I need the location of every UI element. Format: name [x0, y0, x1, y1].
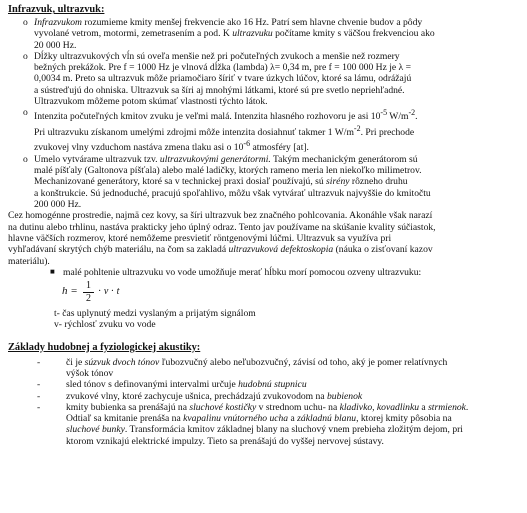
text-line: výšok tónov — [66, 367, 114, 379]
formula-denominator: 2 — [86, 293, 91, 305]
text-line: na dutinu alebo trhlinu, nastáva prakticky jeho úplný odraz. Tento jav používame na skúšanie kvality súčiastok, — [8, 221, 436, 233]
formula-rest: · v · t — [98, 286, 120, 298]
term-defektoskopia: ultrazvuková defektoskopia — [228, 244, 334, 256]
text-line: Odtiaľ sa kmitanie prenáša na kvapalinu vnútorného ucha a základnú blanu, ktorej kmity pôsobia na — [66, 413, 452, 425]
bullet-marker: o — [23, 107, 28, 119]
text-line: hlavne väčších rozmerov, ktoré nemôžeme presvietiť röntgenovými lúčmi. Ultrazvuk sa využíva pri — [8, 232, 392, 244]
depth-formula — [62, 280, 521, 307]
text-line: sluchové bunky. Transformácia kmitov základnej blany na sluchový vnem prebieha zložitým dejom, pri — [66, 424, 463, 436]
section-title-akustika: Základy hudobnej a fyziologickej akustiky: — [8, 341, 201, 353]
text-line: zvukové vlny, ktoré zachycuje ušnica, prechádzajú zvukovodom na bubienok — [66, 390, 363, 402]
dash-marker: - — [37, 356, 41, 368]
text-line: sled tónov s definovanými intervalmi určuje hudobnú stupnicu — [66, 379, 307, 391]
dash-item-kosticky — [8, 402, 521, 447]
bullet-marker: o — [23, 50, 28, 62]
text-line: malé pohltenie ultrazvuku vo vode umožňuje merať hĺbku morí pomocou ozveny ultrazvuku: — [63, 266, 422, 278]
dash-item-stupnica — [8, 379, 521, 390]
text-line: a konštrukcie. Sú jednoduché, pracujú spoľahlivo, môžu však vytvárať ultrazvuk najvyššie do kmitočtu — [34, 187, 431, 199]
text-line: materiálu). — [8, 255, 50, 267]
dash-item-suzvuk — [8, 357, 521, 380]
text-line: Ultrazvukom môžeme potom skúmať vlastnosti týchto látok. — [34, 96, 268, 108]
bullet-marker: o — [23, 17, 28, 28]
bullet-marker: o — [23, 153, 28, 165]
dash-marker: - — [37, 379, 41, 391]
section-title-infrazvuk: Infrazvuk, ultrazvuk: — [8, 4, 105, 15]
text-line: Infrazvukom rozumieme kmity menšej frekvencie ako 16 Hz. Patrí sem hlavne chvenie budov a pôdy — [34, 17, 423, 28]
text-line: 200 000 Hz. — [34, 199, 82, 211]
text-line: Intenzita počuteľných kmitov zvuku je veľmi malá. Intenzita hlasného rozhovoru je asi $10^{-5}$ $W/m^{-2}$. — [34, 108, 418, 123]
formula-lhs: h — [62, 285, 68, 298]
term-suzvuk: súzvuk dvoch tónov — [84, 356, 160, 368]
text-line: vyhľadávaní skrytých chýb materiálu, na čom sa zakladá ultrazvuková defektoskopia (náuka o zisťovaní kazov — [8, 244, 433, 256]
dash-marker: - — [37, 401, 41, 413]
bullet-intenzita — [8, 107, 521, 153]
term-generatory: ultrazvukovými generátormi. — [159, 153, 271, 165]
text-line: ktorom vznikajú elektrické impulzy. Tieto sa prenášajú do vyššej nervovej sústavy. — [66, 435, 384, 447]
square-bullet-item — [8, 267, 521, 278]
document-page — [8, 4, 521, 447]
text-line: 20 000 Hz. — [34, 39, 77, 51]
text-line: zvukovej vlny vzduchom nastáva zmena tlaku asi o $10^{-6}$ atmosféry [at]. — [34, 139, 309, 154]
bullet-infrazvuk — [8, 17, 521, 51]
term-ultrazvuk: ultrazvuku — [232, 28, 273, 40]
text-line: Umelo vytvárame ultrazvuk tzv. ultrazvukovými generátormi. Takým mechanickým generátorom sú — [34, 153, 418, 165]
text-line: malé píšťaly (Galtonova píšťala) alebo malé ladičky, ktorých rameno meria len niekoľko milimetrov. — [34, 165, 422, 177]
term-sireny: sirény — [326, 176, 350, 188]
text-line: Cez homogénne prostredie, najmä cez kovy, sa šíri ultrazvuk bez značného pohlcovania. Akonáhle však narazí — [8, 210, 433, 222]
text-line: vyvolané vetrom, motormi, zemetrasením a pod. K ultrazvuku počítame kmity s väčšou frekvenciou ako — [34, 28, 435, 40]
dash-item-bubienok — [8, 391, 521, 402]
dash-marker: - — [37, 390, 41, 402]
text-line: bežných prekážok. Pre f = 1000 Hz je vlnová dĺžka (lambda) λ= 0,34 m, pre f = 100 000 Hz je λ = — [34, 62, 412, 74]
formula-numerator: 1 — [86, 280, 91, 292]
formula-definitions — [8, 308, 521, 331]
definition-v: v- rýchlosť zvuku vo vode — [54, 319, 156, 331]
definition-t: t- čas uplynutý medzi vyslaným a prijatým signálom — [54, 308, 256, 320]
paragraph-defektoskopia — [8, 210, 521, 266]
bullet-vlnove-dlzky — [8, 51, 521, 107]
text-line: 0,0034 m. Preto sa ultrazvuk môže priamočiaro šíriť v tvare úzkych lúčov, ktoré sa lámu, odrážajú — [34, 73, 412, 85]
formula-equals: = — [71, 285, 78, 298]
text-line: a sústreďujú do ohniska. Ultrazvuk sa šíri aj mnohými látkami, ktoré sú pre svetlo nepriehľadné. — [34, 84, 405, 96]
text-line: Dĺžky ultrazvukových vĺn sú oveľa menšie než pri počuteľných zvukoch a menšie než rozmery — [34, 50, 400, 62]
term-infrazvuk: Infrazvukom — [34, 17, 82, 28]
text-line: Mechanizované generátory, ktoré sa v technickej praxi dosiaľ používajú, sú sirény rôzneho druhu — [34, 176, 408, 188]
bullet-generatory — [8, 154, 521, 210]
text-line: či je súzvuk dvoch tónov ľubozvučný alebo neľubozvučný, závisí od toho, aký je pomer relatívnych — [66, 356, 448, 368]
term-bubienok: bubienok — [326, 390, 363, 402]
text-line: Pri ultrazvuku získanom umelými zdrojmi môže intenzita dosiahnuť takmer 1 $W/m^{-2}$. Pri prechode — [34, 123, 415, 139]
text-line: kmity bubienka sa prenášajú na sluchové kostičky v strednom uchu- na kladivko, kovadlinku a strmienok. — [66, 401, 469, 413]
term-stupnica: hudobnú stupnicu — [238, 379, 307, 391]
spacer — [8, 331, 521, 342]
square-bullet-marker: ■ — [50, 266, 55, 276]
